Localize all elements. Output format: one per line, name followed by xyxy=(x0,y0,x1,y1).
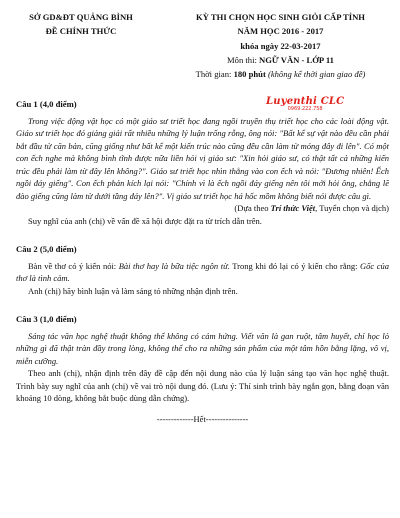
end-mark: -------------Hết--------------- xyxy=(156,413,249,424)
question-1-title: Câu 1 (4,0 điểm) xyxy=(16,99,77,109)
question-2-title: Câu 2 (5,0 điểm) xyxy=(16,244,77,254)
official-label: ĐỀ CHÍNH THỨC xyxy=(45,26,117,36)
question-3-title: Câu 3 (1,0 điểm) xyxy=(16,314,77,324)
question-1-passage: Trong việc động vật học có một giáo sư triết học đang ngồi truyền thụ triết học cho các loài động vật. Giáo sư triết học đó giảng giải rất nhiều những lý luận trống rỗng, ông nói: "Bất kể sự vật nào đều cần phải bắt đầu từ căn bản, cũng giống như bất kể một kiến trúc nào cũng đều cần làm từ móng đây đi lên". Có một con ếch nghe mà không bình tĩnh được nữa liền hỏi vị giáo sư: "Xin hỏi giáo sư, có thật tất cả những kiến trúc đều phải làm từ đây lên không?". Giáo sư triết học nhìn thẳng vào con ếch và nói: "Đương nhiên! Ếch ngồi đáy giếng". Con ếch phản kích lại nói: "Chính vì là ếch ngồi đáy giếng nên tôi mới hỏi ông, chẳng lẽ đào giếng cũng làm từ dưới tầng đáy lên?". Vị giáo sư triết học há hốc mồm không biết nói được câu gì. xyxy=(16,115,389,201)
header-left xyxy=(16,10,146,38)
question-1-source xyxy=(16,202,389,215)
time-line xyxy=(168,67,393,81)
watermark-phone: 0969.222.758 xyxy=(287,106,323,112)
subject-name: NGỮ VĂN - LỚP 11 xyxy=(259,54,334,65)
watermark-brand: Luyenthi CLC xyxy=(266,96,345,107)
q2-quote-2: Gốc của thơ là tình cảm. xyxy=(16,260,390,283)
source-suffix: , Tuyển chọn và dịch) xyxy=(315,203,389,213)
department-name: SỞ GD&ĐT QUẢNG BÌNH xyxy=(29,12,133,22)
q2-intro: Bàn về thơ có ý kiến nói: xyxy=(28,260,119,271)
q2-quote-1: Bài thơ hay là bữa tiệc ngôn từ. xyxy=(118,260,230,271)
time-note: (không kể thời gian giao đề) xyxy=(265,69,366,80)
question-3-prompt: Theo anh (chị), nhận định trên đây đề cập đến nội dung nào của lý luận sáng tạo văn học nghệ thuật. Trình bày suy nghĩ của anh (chị) về vai trò nội dung đó. (Lưu ý: Thí sinh trình bày ngắn gọn, bằng đoạn văn khoảng 10 dòng, không bắt buộc dùng dẫn chứng). xyxy=(16,368,389,403)
q2-mid: Trong khi đó lại có ý kiến cho rằng: xyxy=(229,260,361,271)
question-1-prompt: Suy nghĩ của anh (chị) về vấn đề xã hội được đặt ra từ trích dẫn trên. xyxy=(28,215,262,226)
question-3-quote: Sáng tác văn học nghệ thuật không thể không có cảm hứng. Viết văn là gan ruột, tâm huyết, chỉ học lỏ những gì đã thật tràn đầy trong lòng, không thể cho ra những sản phẩm của một tâm hồn bằng lặng, vô vị, miễn cưỡng. xyxy=(16,330,389,366)
subject-line xyxy=(168,53,393,67)
time-value: 180 phút xyxy=(233,69,266,80)
school-year: NĂM HỌC 2016 - 2017 xyxy=(237,26,324,37)
question-2-statement xyxy=(16,260,389,285)
source-prefix: (Dựa theo xyxy=(234,203,271,213)
source-title: Trí thức Việt xyxy=(270,203,316,213)
question-2-prompt: Anh (chị) hãy bình luận và làm sáng tỏ những nhận định trên. xyxy=(28,285,238,296)
time-prefix: Thời gian: xyxy=(195,69,234,80)
exam-title: KỲ THI CHỌN HỌC SINH GIỎI CẤP TỈNH xyxy=(196,12,365,22)
subject-prefix: Môn thi: xyxy=(227,54,260,65)
exam-date: khóa ngày 22-03-2017 xyxy=(240,40,321,51)
header-right xyxy=(168,10,393,81)
exam-body xyxy=(16,98,389,425)
